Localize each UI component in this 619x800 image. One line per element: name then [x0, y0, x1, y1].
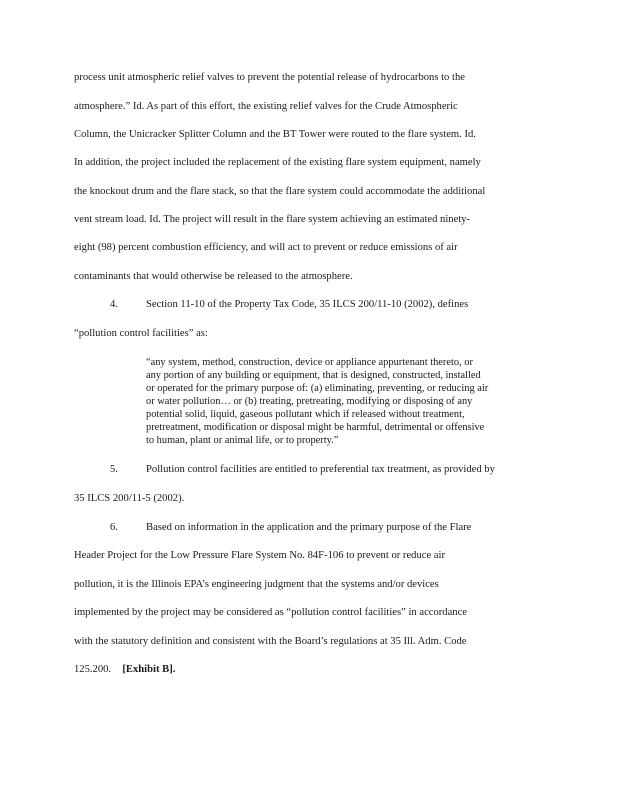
quote-line-7: to human, plant or animal life, or to property.” — [146, 435, 339, 446]
para6-line-5: with the statutory definition and consistent with the Board’s regulations at 35 Ill. Adm. Code — [74, 636, 467, 647]
body-line-8: contaminants that would otherwise be released to the atmosphere. — [74, 271, 353, 282]
para6-line-4: implemented by the project may be considered as “pollution control facilities” in accordance — [74, 607, 467, 618]
paragraph-number-5: 5. — [110, 464, 118, 475]
para5-line-2: 35 ILCS 200/11-5 (2002). — [74, 493, 185, 504]
quote-line-6: pretreatment, modification or disposal might be harmful, detrimental or offensive — [146, 422, 485, 433]
exhibit-reference: [Exhibit B]. — [122, 664, 176, 675]
body-line-7: eight (98) percent combustion efficiency, and will act to prevent or reduce emissions of air — [74, 242, 458, 253]
paragraph-number-6: 6. — [110, 522, 118, 533]
para6-line-3: pollution, it is the Illinois EPA’s engineering judgment that the systems and/or devices — [74, 579, 439, 590]
body-line-2: atmosphere.” Id. As part of this effort, the existing relief valves for the Crude Atmospheric — [74, 101, 458, 112]
quote-line-3: or operated for the primary purpose of: (a) eliminating, preventing, or reducing air — [146, 383, 489, 394]
para4-line-2: “pollution control facilities” as: — [74, 328, 208, 339]
para4-line-1: Section 11-10 of the Property Tax Code, 35 ILCS 200/11-10 (2002), defines — [146, 299, 469, 310]
body-line-4: In addition, the project included the replacement of the existing flare system equipment, namely — [74, 157, 481, 168]
body-line-6: vent stream load. Id. The project will result in the flare system achieving an estimated ninety- — [74, 214, 471, 225]
quote-line-5: potential solid, liquid, gaseous pollutant which if released without treatment, — [146, 409, 465, 420]
body-line-5: the knockout drum and the flare stack, so that the flare system could accommodate the additional — [74, 186, 486, 197]
para6-line-1: Based on information in the application and the primary purpose of the Flare — [146, 522, 472, 533]
para6-line-6 — [74, 663, 175, 676]
para5-line-1: Pollution control facilities are entitled to preferential tax treatment, as provided by — [146, 464, 495, 475]
paragraph-number-4: 4. — [110, 299, 118, 310]
para6-line-2: Header Project for the Low Pressure Flare System No. 84F-106 to prevent or reduce air — [74, 550, 445, 561]
quote-line-1: “any system, method, construction, device or appliance appurtenant thereto, or — [146, 357, 473, 368]
quote-line-4: or water pollution… or (b) treating, pretreating, modifying or disposing of any — [146, 396, 473, 407]
code-citation: 125.200. — [74, 664, 112, 675]
body-line-1: process unit atmospheric relief valves to prevent the potential release of hydrocarbons to the — [74, 72, 465, 83]
quote-line-2: any portion of any building or equipment, that is designed, constructed, installed — [146, 370, 481, 381]
body-line-3: Column, the Unicracker Splitter Column and the BT Tower were routed to the flare system. Id. — [74, 129, 476, 140]
